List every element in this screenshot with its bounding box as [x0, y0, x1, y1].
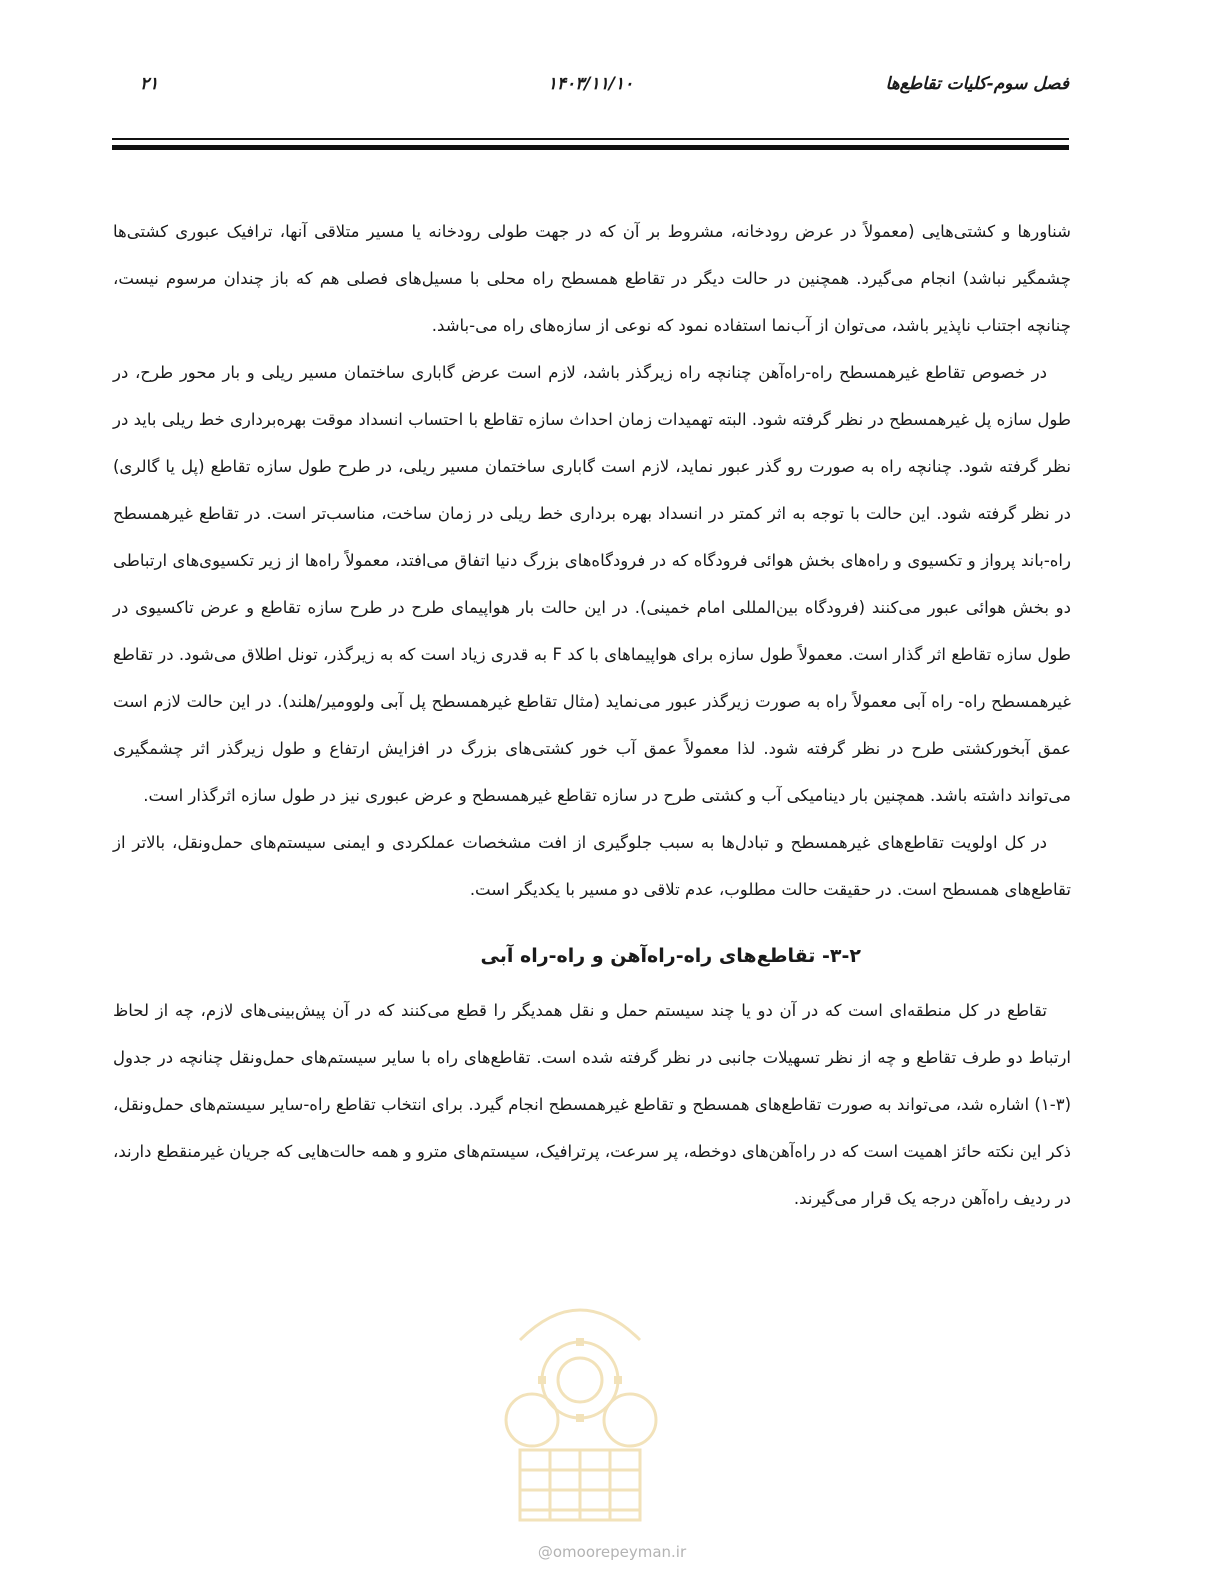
paragraph: تقاطع در کل منطقه‌ای است که در آن دو یا چند سیستم حمل و نقل همدیگر را قطع می‌کنند که در آن پیش‌بینی‌های لازم، چه از لحاظ ارتباط دو طرف تقاطع و چه از نظر تسهیلات جانبی در نظر گرفته شده است. تقاطع‌های راه با سایر سیستم‌های حمل‌ونقل چنانچه در جدول (۳-۱) اشاره شد، می‌تواند به صورت تقاطع‌های همسطح و تقاطع غیرهمسطح انجام گیرد. برای انتخاب تقاطع راه-سایر سیستم‌های حمل‌ونقل، ذکر این نکته حائز اهمیت است که در راه‌آهن‌های دوخطه، پر سرعت، پرترافیک، سیستم‌های مترو و همه حالت‌هایی که جریان غیرمنقطع دارند، در ردیف راه‌آهن درجه یک قرار می‌گیرند. — [113, 1001, 1071, 1208]
chapter-title: فصل سوم-کلیات تقاطع‌ها — [885, 74, 1069, 94]
paragraph: در کل اولویت تقاطع‌های غیرهمسطح و تبادل‌ها به سبب جلوگیری از افت مشخصات عملکردی و ایمنی سیستم‌های حمل‌ونقل، بالاتر از تقاطع‌های همسطح است. در حقیقت حالت مطلوب، عدم تلاقی دو مسیر با یکدیگر است. — [113, 833, 1071, 899]
paragraph: در خصوص تقاطع غیرهمسطح راه-راه‌آهن چنانچه راه زیرگذر باشد، لازم است عرض گاباری ساختمان مسیر ریلی و بار محور طرح، در طول سازه پل غیرهمسطح در نظر گرفته شود. البته تهمیدات زمان احداث سازه تقاطع با احتساب انسداد موقت بهره‌برداری خط ریلی باید در نظر گرفته شود. چنانچه راه به صورت رو گذر عبور نماید، لازم است گاباری ساختمان مسیر ریلی، در طرح طول سازه تقاطع (پل یا گالری) در نظر گرفته شود. این حالت با توجه به اثر کمتر در انسداد بهره برداری خط ریلی در زمان ساخت، مناسب‌تر است. در تقاطع غیرهمسطح راه-باند پرواز و تکسیوی و راه‌های بخش هوائی فرودگاه که در فرودگاه‌های بزرگ دنیا اتفاق می‌افتد، معمولاً راه‌ها از زیر تکسیوی‌های ارتباطی دو بخش هوائی عبور می‌کنند (فرودگاه بین‌المللی امام خمینی). در این حالت بار هواپیمای طرح در طرح سازه تقاطع و عرض تاکسیوی در طول سازه تقاطع اثر گذار است. معمولاً طول سازه برای هواپیماهای با کد F به قدری زیاد است که به زیرگذر، تونل اطلاق می‌شود. در تقاطع غیرهمسطح راه- راه آبی معمولاً راه به صورت زیرگذر عبور می‌نماید (مثال تقاطع غیرهمسطح پل آبی ولوومیر/هلند). در این حالت لازم است عمق آبخورکشتی طرح در نظر گرفته شود. لذا معمولاً عمق آب خور کشتی‌های بزرگ در افزایش ارتفاع و طول زیرگذر اثر چشمگیری می‌تواند داشته باشد. همچنین بار دینامیکی آب و کشتی طرح در سازه تقاطع غیرهمسطح و عرض عبوری نیز در طول سازه اثرگذار است. — [113, 363, 1072, 805]
section-heading: ۳-۲- تقاطع‌های راه-راه‌آهن و راه-راه آبی — [480, 945, 861, 967]
paragraph: شناورها و کشتی‌هایی (معمولاً در عرض رودخانه، مشروط بر آن که در جهت طولی رودخانه یا مسیر متلاقی آنها، ترافیک عبوری کشتی‌ها چشمگیر نباشد) انجام می‌گیرد. همچنین در حالت دیگر در تقاطع همسطح راه محلی با مسیل‌های فصلی هم که باز چندان مرسوم نیست، چنانچه اجتناب ناپذیر باشد، می‌توان از آب‌نما استفاده نمود که نوعی از سازه‌های راه می-باشد. — [113, 222, 1071, 335]
gear-scales-logo-watermark — [480, 1270, 680, 1530]
page-header — [112, 74, 1069, 104]
header-date: ۱۴۰۳/۱۱/۱۰ — [547, 74, 634, 94]
body-text — [113, 208, 1071, 1222]
header-rule-thick — [112, 145, 1069, 150]
header-rule-thin — [112, 138, 1069, 140]
page-number: ۲۱ — [140, 74, 159, 94]
footer-url: @omoorepeyman.ir — [537, 1543, 687, 1561]
